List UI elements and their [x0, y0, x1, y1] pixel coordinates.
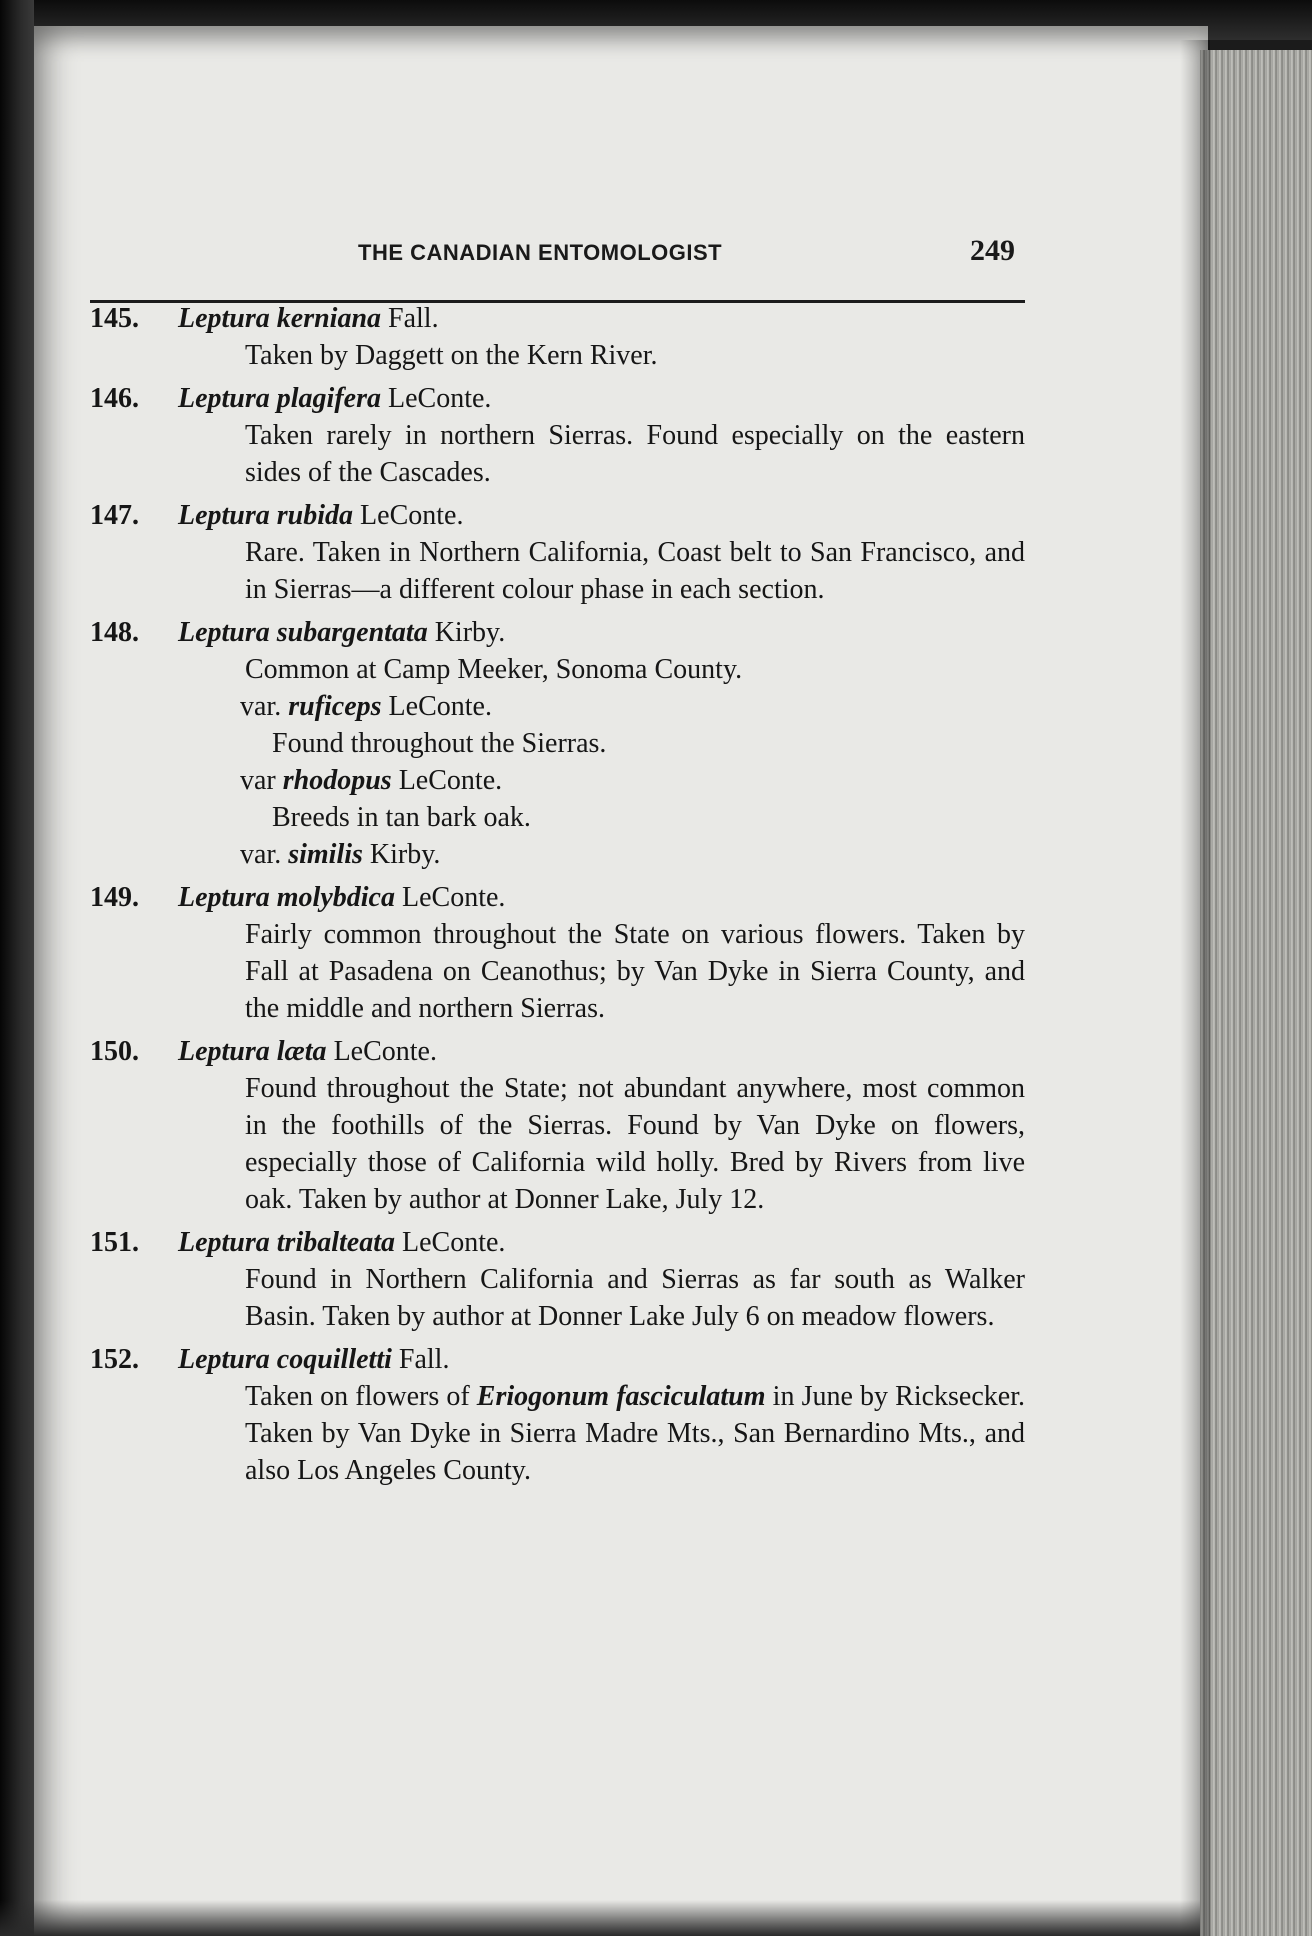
species-entry — [90, 497, 1025, 608]
species-name: Leptura coquilletti — [178, 1344, 392, 1375]
variety-name: ruficeps — [288, 691, 382, 722]
species-author: LeConte. — [381, 383, 492, 414]
species-author: Kirby. — [427, 617, 506, 648]
species-name: Leptura læta — [178, 1036, 327, 1067]
variety-author: LeConte. — [381, 691, 492, 722]
running-head: THE CANADIAN ENTOMOLOGIST — [358, 240, 723, 265]
entry-body: Rare. Taken in Northern California, Coast belt to San Francisco, and in Sierras—a different colour phase in each section. — [245, 537, 1025, 605]
variety-line — [90, 688, 1025, 725]
entry-number: 146. — [90, 383, 139, 414]
entry-number: 151. — [90, 1227, 139, 1258]
species-author: LeConte. — [353, 500, 464, 531]
page-number: 249 — [970, 234, 1015, 267]
variety-name: rhodopus — [282, 765, 392, 796]
entry-number: 149. — [90, 882, 139, 913]
entry-body: Fairly common throughout the State on various flowers. Taken by Fall at Pasadena on Ceanothus; by Van Dyke in Sierra County, and the middle and northern Sierras. — [245, 919, 1025, 1024]
variety-author: LeConte. — [391, 765, 503, 796]
entry-heading — [90, 1341, 1025, 1378]
species-name: Leptura kerniana — [178, 303, 382, 334]
species-list — [90, 300, 1025, 1495]
species-author: LeConte. — [326, 1036, 437, 1067]
variety-prefix: var. — [240, 839, 289, 870]
species-entry — [90, 380, 1025, 491]
entry-heading — [90, 1033, 1025, 1070]
page-edge-shadow — [1180, 40, 1210, 1936]
entry-heading — [90, 879, 1025, 916]
species-name: Leptura plagifera — [178, 383, 381, 414]
entry-heading — [90, 300, 1025, 337]
entry-number: 147. — [90, 500, 139, 531]
species-entry — [90, 1033, 1025, 1218]
variety-note: Found throughout the Sierras. — [272, 728, 607, 759]
entry-number: 152. — [90, 1344, 139, 1375]
species-name: Leptura rubida — [178, 500, 354, 531]
entry-body — [245, 1378, 1025, 1489]
variety-name: similis — [288, 839, 363, 870]
variety-note: Breeds in tan bark oak. — [272, 802, 531, 833]
entry-body-text: Taken on flowers of — [245, 1381, 477, 1412]
scan-bottom-border — [0, 1900, 1200, 1936]
entry-body: Taken rarely in northern Sierras. Found especially on the eastern sides of the Cascades. — [245, 420, 1025, 488]
book-gutter — [0, 0, 34, 1936]
species-name: Leptura molybdica — [178, 882, 395, 913]
entry-body: Common at Camp Meeker, Sonoma County. — [245, 654, 743, 685]
variety-line — [90, 836, 1025, 873]
species-entry — [90, 879, 1025, 1027]
species-entry — [90, 1224, 1025, 1335]
entry-number: 145. — [90, 303, 139, 334]
species-author: Fall. — [381, 303, 439, 334]
entry-heading — [90, 380, 1025, 417]
entry-number: 150. — [90, 1036, 139, 1067]
variety-line — [90, 762, 1025, 799]
species-entry — [90, 1341, 1025, 1489]
entry-body: Found in Northern California and Sierras as far south as Walker Basin. Taken by author at Donner Lake July 6 on meadow flowers. — [245, 1264, 1025, 1332]
variety-prefix: var — [240, 765, 283, 796]
entry-body-text: in June by Ricksecker. Taken by Van Dyke in Sierra Madre Mts., San Bernardino Mts., and also Los Angeles County. — [245, 1381, 1025, 1486]
species-name: Leptura subargentata — [178, 617, 428, 648]
variety-author: Kirby. — [362, 839, 441, 870]
species-author: Fall. — [391, 1344, 450, 1375]
entry-body: Taken by Daggett on the Kern River. — [245, 340, 658, 371]
variety-prefix: var. — [240, 691, 289, 722]
species-author: LeConte. — [394, 882, 506, 913]
entry-heading — [90, 497, 1025, 534]
entry-heading — [90, 1224, 1025, 1261]
species-entry — [90, 614, 1025, 873]
entry-number: 148. — [90, 617, 139, 648]
species-entry — [90, 300, 1025, 374]
entry-body: Found throughout the State; not abundant anywhere, most common in the foothills of the Sierras. Found by Van Dyke on flowers, especially those of California wild holly. Bred by Rivers from live oak. Taken by author at Donner Lake, July 12. — [245, 1073, 1025, 1215]
page-edges — [1200, 50, 1312, 1936]
page-header — [90, 236, 1025, 303]
species-name: Leptura tribalteata — [178, 1227, 395, 1258]
species-author: LeConte. — [395, 1227, 506, 1258]
entry-heading — [90, 614, 1025, 651]
plant-name: Eriogonum fasciculatum — [476, 1381, 766, 1412]
